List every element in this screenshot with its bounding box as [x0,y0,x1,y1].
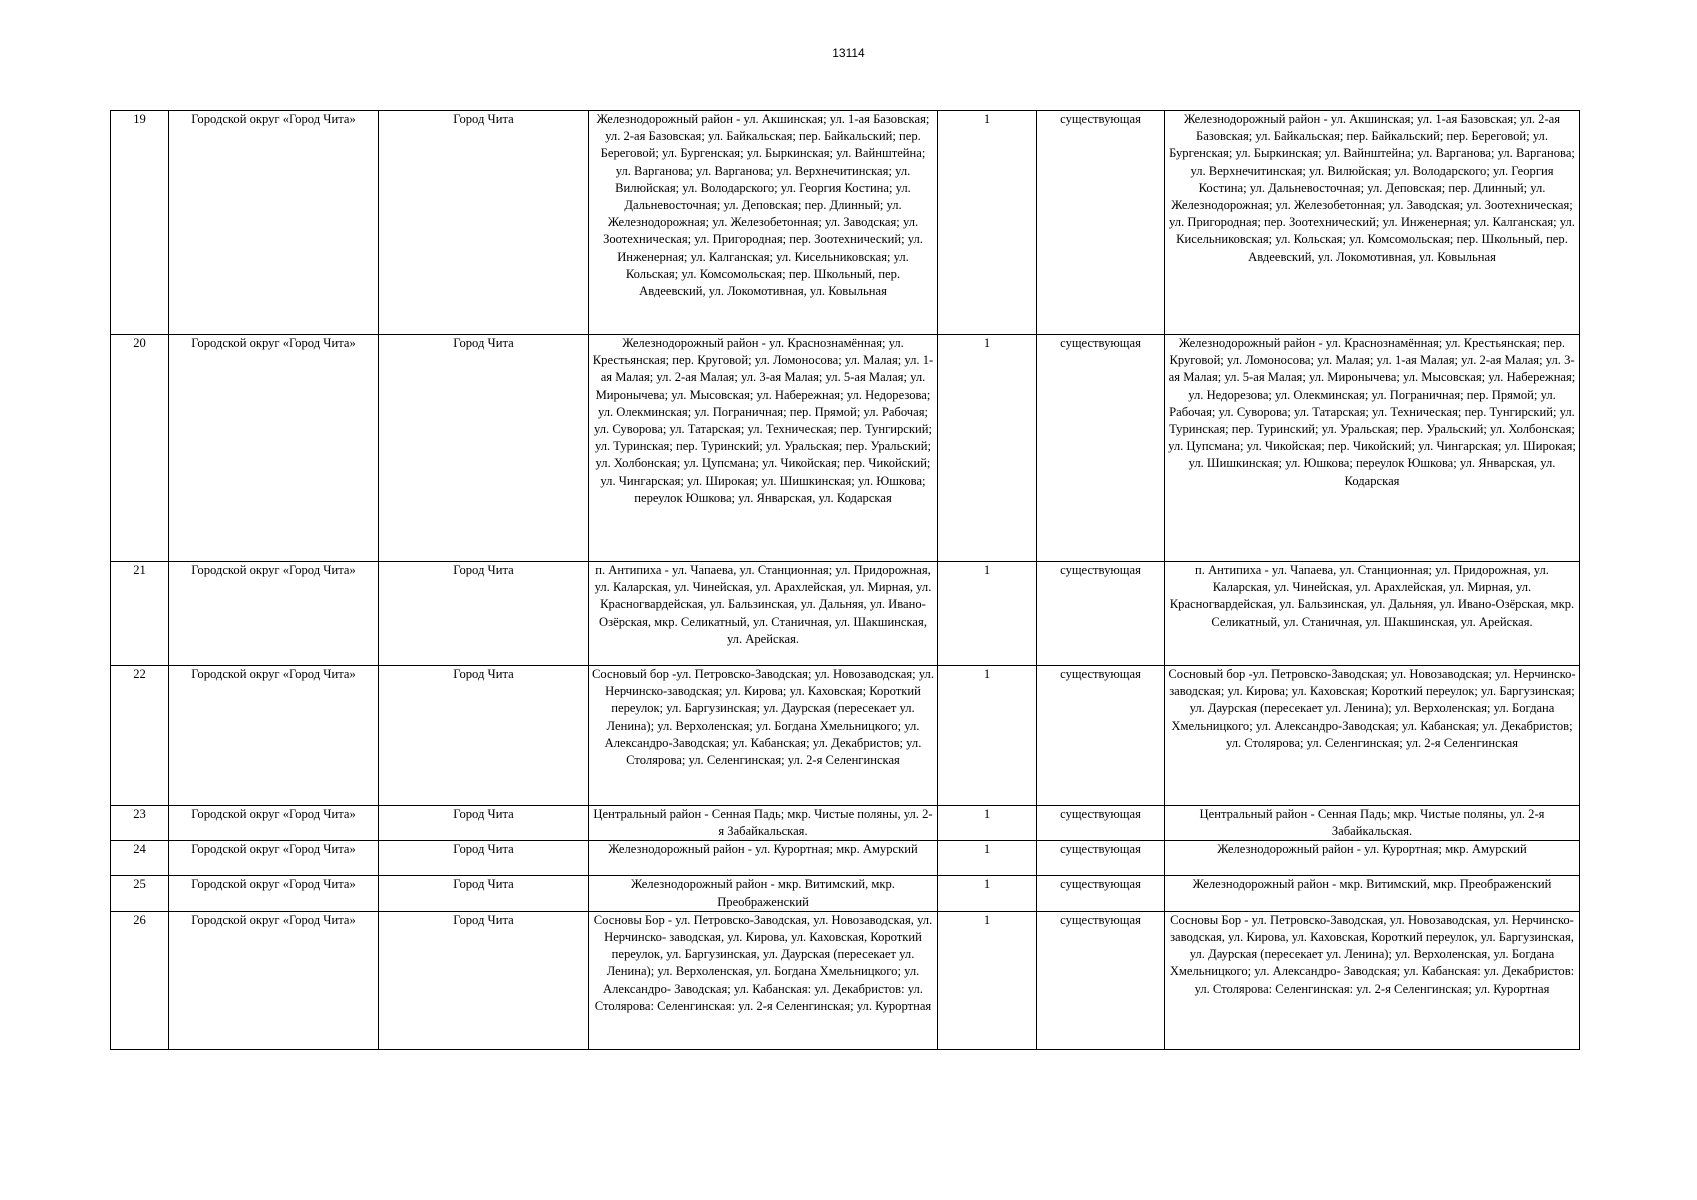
streets-final-cell: Железнодорожный район - ул. Краснознамённая; ул. Крестьянская; пер. Круговой; ул. Ломоносова; ул. Малая; ул. 1-ая Малая; ул. 2-ая Малая; ул. 3-ая Малая; ул. 5-ая Малая; ул. Миронычева; ул. Мысовская; ул. Набережная; ул. Недорезова; ул. Олекминская; ул. Пограничная; пер. Прямой; ул. Рабочая; ул. Суворова; ул. Татарская; ул. Техническая; пер. Тунгирский; ул. Туринская; пер. Туринский; ул. Уральская; пер. Уральский; ул. Холбонская; ул. Цупсмана; ул. Чикойская; пер. Чикойский; ул. Чингарская; ул. Широкая; ул. Шишкинская; ул. Юшкова; переулок Юшкова; ул. Январская, ул. Кодарская [1165,335,1580,562]
streets-cell: Железнодорожный район - мкр. Витимский, мкр. Преображенский [589,876,938,911]
streets-final-cell: Центральный район - Сенная Падь; мкр. Чистые поляны, ул. 2-я Забайкальская. [1165,806,1580,841]
table-row [111,335,1580,562]
streets-cell: Сосновый бор -ул. Петровско-Заводская; ул. Новозаводская; ул. Нерчинско-заводская; ул. Кирова; ул. Каховская; Короткий переулок; ул. Баргузинская; ул. Даурская (пересекает ул. Ленина); ул. Верхоленская; ул. Богдана Хмельницкого; ул. Александро-Заводская; ул. Кабанская; ул. Декабристов; ул. Столярова; ул. Селенгинская; ул. 2-я Селенгинская [589,666,938,806]
status-cell: существующая [1037,335,1165,562]
status-cell: существующая [1037,841,1165,876]
streets-final-cell: Сосновый бор -ул. Петровско-Заводская; ул. Новозаводская; ул. Нерчинско-заводская; ул. Кирова; ул. Каховская; Короткий переулок; ул. Баргузинская; ул. Даурская (пересекает ул. Ленина); ул. Верхоленская; ул. Богдана Хмельницкого; ул. Александро-Заводская; ул. Кабанская; ул. Декабристов; ул. Столярова; ул. Селенгинская; ул. 2-я Селенгинская [1165,666,1580,806]
status-cell: существующая [1037,666,1165,806]
status-cell: существующая [1037,562,1165,666]
settlement-cell: Город Чита [379,841,589,876]
streets-final-cell: п. Антипиха - ул. Чапаева, ул. Станционная; ул. Придорожная, ул. Каларская, ул. Чинейская, ул. Арахлейская, ул. Мирная, ул. Красногвардейская, ул. Бальзинская, ул. Дальняя, ул. Ивано-Озёрская, мкр. Селикатный, ул. Станичная, ул. Шакшинская, ул. Арейская. [1165,562,1580,666]
table-row [111,876,1580,911]
count-cell: 1 [938,666,1037,806]
streets-final-cell: Железнодорожный район - ул. Курортная; мкр. Амурский [1165,841,1580,876]
status-cell: существующая [1037,911,1165,1049]
municipal-district-cell: Городской округ «Город Чита» [169,841,379,876]
count-cell: 1 [938,111,1037,335]
streets-final-cell: Сосновы Бор - ул. Петровско-Заводская, ул. Новозаводская, ул. Нерчинско- заводская, ул. Кирова, ул. Каховская, Короткий переулок, ул. Баргузинская, ул. Даурская (пересекает ул. Ленина); ул. Верхоленская, ул. Богдана Хмельницкого; ул. Александро- Заводская; ул. Кабанская: ул. Декабристов: ул. Столярова: Селенгинская: ул. 2-я Селенгинская; ул. Курортная [1165,911,1580,1049]
streets-cell: Сосновы Бор - ул. Петровско-Заводская, ул. Новозаводская, ул. Нерчинско- заводская, ул. Кирова, ул. Каховская, Короткий переулок, ул. Баргузинская, ул. Даурская (пересекает ул. Ленина); ул. Верхоленская, ул. Богдана Хмельницкого; ул. Александро- Заводская; ул. Кабанская: ул. Декабристов: ул. Столярова: Селенгинская: ул. 2-я Селенгинская; ул. Курортная [589,911,938,1049]
row-number: 26 [111,911,169,1049]
page-number: 13114 [832,46,865,60]
streets-cell: Железнодорожный район - ул. Краснознамённая; ул. Крестьянская; пер. Круговой; ул. Ломоносова; ул. Малая; ул. 1-ая Малая; ул. 2-ая Малая; ул. 3-ая Малая; ул. 5-ая Малая; ул. Миронычева; ул. Мысовская; ул. Набережная; ул. Недорезова; ул. Олекминская; ул. Пограничная; пер. Прямой; ул. Рабочая; ул. Суворова; ул. Татарская; ул. Техническая; пер. Тунгирский; ул. Туринская; пер. Туринский; ул. Уральская; пер. Уральский; ул. Холбонская; ул. Цупсмана; ул. Чикойская; пер. Чикойский; ул. Чингарская; ул. Широкая; ул. Шишкинская; ул. Юшкова; переулок Юшкова; ул. Январская, ул. Кодарская [589,335,938,562]
table-row [111,841,1580,876]
table-row [111,911,1580,1049]
count-cell: 1 [938,806,1037,841]
row-number: 20 [111,335,169,562]
table-row [111,806,1580,841]
municipal-district-cell: Городской округ «Город Чита» [169,666,379,806]
streets-cell: Железнодорожный район - ул. Курортная; мкр. Амурский [589,841,938,876]
settlement-cell: Город Чита [379,562,589,666]
municipal-district-cell: Городской округ «Город Чита» [169,911,379,1049]
municipal-district-cell: Городской округ «Город Чита» [169,562,379,666]
municipal-district-cell: Городской округ «Город Чита» [169,335,379,562]
row-number: 23 [111,806,169,841]
streets-final-cell: Железнодорожный район - мкр. Витимский, мкр. Преображенский [1165,876,1580,911]
row-number: 19 [111,111,169,335]
table-row [111,666,1580,806]
municipal-district-cell: Городской округ «Город Чита» [169,876,379,911]
row-number: 22 [111,666,169,806]
settlement-cell: Город Чита [379,876,589,911]
count-cell: 1 [938,876,1037,911]
streets-cell: п. Антипиха - ул. Чапаева, ул. Станционная; ул. Придорожная, ул. Каларская, ул. Чинейская, ул. Арахлейская, ул. Мирная, ул. Красногвардейская, ул. Бальзинская, ул. Дальняя, ул. Ивано- Озёрская, мкр. Селикатный, ул. Станичная, ул. Шакшинская, ул. Арейская. [589,562,938,666]
table-row [111,111,1580,335]
table-row [111,562,1580,666]
count-cell: 1 [938,335,1037,562]
settlement-cell: Город Чита [379,111,589,335]
districts-table [110,110,1580,1050]
row-number: 25 [111,876,169,911]
streets-cell: Железнодорожный район - ул. Акшинская; ул. 1-ая Базовская; ул. 2-ая Базовская; ул. Байкальская; пер. Байкальский; пер. Береговой; ул. Бургенская; ул. Быркинская; ул. Вайнштейна; ул. Варганова; ул. Варганова; ул. Верхнечитинская; ул. Вилюйская; ул. Володарского; ул. Георгия Костина; ул. Дальневосточная; ул. Деповская; пер. Длинный; ул. Железнодорожная; ул. Железобетонная; ул. Заводская; ул. Зоотехническая; ул. Пригородная; пер. Зоотехнический; ул. Инженерная; ул. Калганская; ул. Кисельниковская; ул. Кольская; ул. Комсомольская; пер. Школьный, пер. Авдеевский, ул. Локомотивная, ул. Ковыльная [589,111,938,335]
municipal-district-cell: Городской округ «Город Чита» [169,111,379,335]
row-number: 21 [111,562,169,666]
municipal-district-cell: Городской округ «Город Чита» [169,806,379,841]
settlement-cell: Город Чита [379,666,589,806]
count-cell: 1 [938,841,1037,876]
status-cell: существующая [1037,876,1165,911]
settlement-cell: Город Чита [379,806,589,841]
count-cell: 1 [938,562,1037,666]
status-cell: существующая [1037,111,1165,335]
streets-cell: Центральный район - Сенная Падь; мкр. Чистые поляны, ул. 2-я Забайкальская. [589,806,938,841]
settlement-cell: Город Чита [379,911,589,1049]
row-number: 24 [111,841,169,876]
status-cell: существующая [1037,806,1165,841]
streets-final-cell: Железнодорожный район - ул. Акшинская; ул. 1-ая Базовская; ул. 2-ая Базовская; ул. Байкальская; пер. Байкальский; пер. Береговой; ул. Бургенская; ул. Быркинская; ул. Вайнштейна; ул. Варганова; ул. Варганова; ул. Верхнечитинская; ул. Вилюйская; ул. Володарского; ул. Георгия Костина; ул. Дальневосточная; ул. Деповская; пер. Длинный; ул. Железнодорожная; ул. Железобетонная; ул. Заводская; ул. Зоотехническая; ул. Пригородная; пер. Зоотехнический; ул. Инженерная; ул. Калганская; ул. Кисельниковская; ул. Кольская; ул. Комсомольская; пер. Школьный, пер. Авдеевский, ул. Локомотивная, ул. Ковыльная [1165,111,1580,335]
count-cell: 1 [938,911,1037,1049]
settlement-cell: Город Чита [379,335,589,562]
